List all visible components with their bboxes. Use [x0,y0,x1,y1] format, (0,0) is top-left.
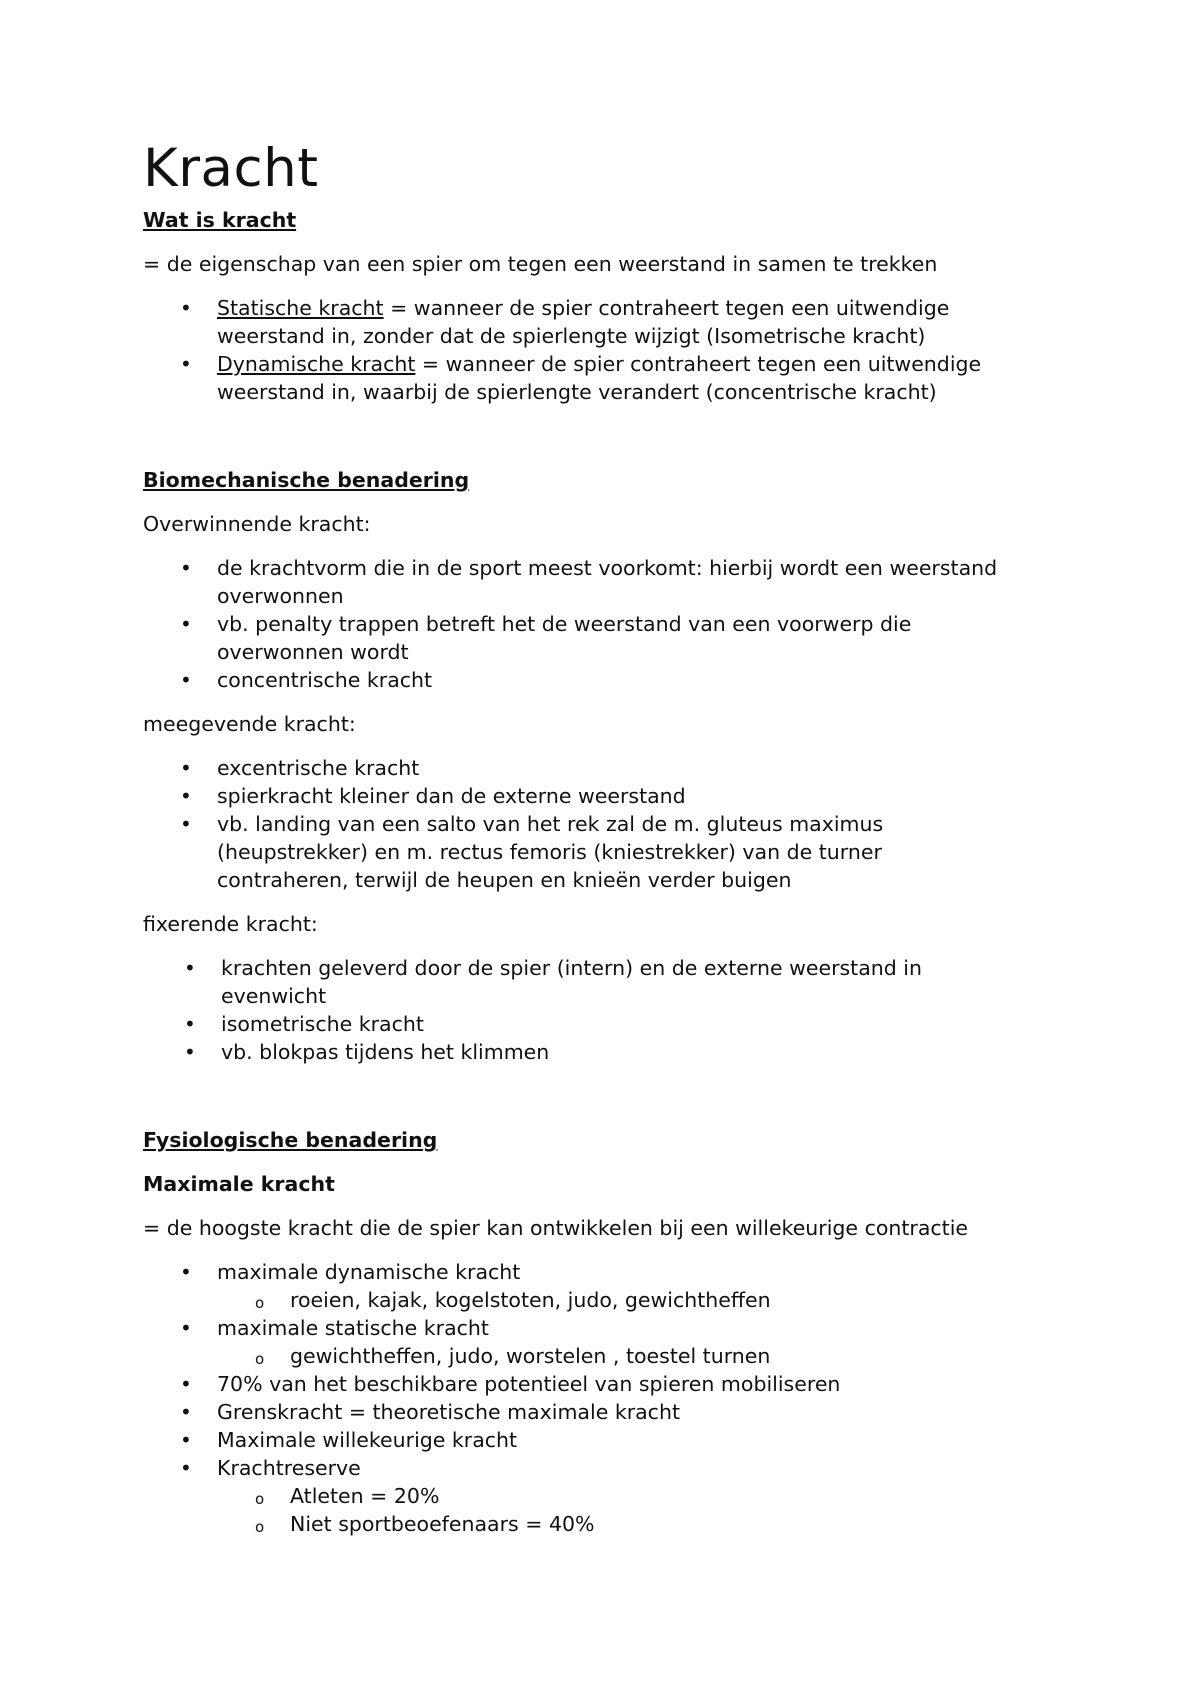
definition-kracht: = de eigenschap van een spier om tegen een weerstand in samen te trekken [143,252,938,276]
list-item [143,1258,1000,1286]
group-label-overwinnende: Overwinnende kracht: [143,512,371,536]
sub-list-item [143,1342,1000,1370]
fixerende-list [143,954,1000,1066]
bullet-icon: • [180,756,192,780]
subheading-maximale-kracht: Maximale kracht [143,1172,335,1196]
list-item-text: maximale statische kracht [217,1316,489,1340]
sub-list-item [143,1482,1000,1510]
circle-bullet-icon: o [255,1350,265,1368]
sub-list [143,1482,1000,1538]
group-label-fixerende: fixerende kracht: [143,912,318,936]
bullet-icon: • [180,812,192,836]
list-item [143,1314,1000,1342]
maximale-kracht-list [143,1370,1000,1482]
sub-list-item-text: Atleten = 20% [290,1484,440,1508]
section-heading-biomechanische-benadering: Biomechanische benadering [143,468,470,492]
section-heading-wat-is-kracht: Wat is kracht [143,208,297,232]
sub-list-item [143,1510,1000,1538]
list-item-text: isometrische kracht [221,1012,424,1036]
list-item [143,810,1000,894]
circle-bullet-icon: o [255,1294,265,1312]
list-item-text: vb. blokpas tijdens het klimmen [221,1040,550,1064]
bullet-icon: • [180,668,192,692]
page-title: Kracht [143,138,319,199]
list-item-text: krachten geleverd door de spier (intern) en de externe weerstand in evenwicht [221,956,922,1008]
list-item [143,754,1000,782]
circle-bullet-icon: o [255,1518,265,1536]
bullet-icon: • [184,1012,196,1036]
list-item-text: maximale dynamische kracht [217,1260,521,1284]
list-item [143,350,1000,406]
list-item [143,554,1000,610]
bullet-icon: • [184,1040,196,1064]
meegevende-list [143,754,1000,894]
list-item-text: vb. penalty trappen betreft het de weerstand van een voorwerp die overwonnen wordt [217,612,912,664]
list-item-text: Krachtreserve [217,1456,361,1480]
bullet-icon: • [180,1400,192,1424]
sub-list [143,1342,1000,1370]
list-item-text: = wanneer de spier contraheert tegen een uitwendige weerstand in, waarbij de spierlengte verandert (concentrische kracht) [217,352,982,404]
sub-list-item-text: Niet sportbeoefenaars = 40% [290,1512,595,1536]
bullet-icon: • [180,612,192,636]
list-item-text: Maximale willekeurige kracht [217,1428,518,1452]
section-heading-fysiologische-benadering: Fysiologische benadering [143,1128,438,1152]
bullet-icon: • [180,1456,192,1480]
list-item [143,1010,1000,1038]
list-item [143,1370,1000,1398]
list-item [143,954,1000,1010]
list-item [143,782,1000,810]
definition-maximale-kracht: = de hoogste kracht die de spier kan ontwikkelen bij een willekeurige contractie [143,1216,969,1240]
list-item [143,1426,1000,1454]
bullet-icon: • [180,1428,192,1452]
list-item-text: concentrische kracht [217,668,433,692]
circle-bullet-icon: o [255,1490,265,1508]
list-item-text: 70% van het beschikbare potentieel van spieren mobiliseren [217,1372,841,1396]
list-item [143,610,1000,666]
bullet-icon: • [180,352,192,376]
bullet-icon: • [184,956,196,980]
term-dynamische-kracht: Dynamische kracht [217,352,416,376]
bullet-icon: • [180,1260,192,1284]
bullet-icon: • [180,556,192,580]
list-item [143,294,1000,350]
sub-list-item-text: roeien, kajak, kogelstoten, judo, gewichtheffen [290,1288,771,1312]
list-item-text: spierkracht kleiner dan de externe weerstand [217,784,686,808]
list-item-text: vb. landing van een salto van het rek zal de m. gluteus maximus (heupstrekker) en m. rectus femoris (kniestrekker) van de turner contraheren, terwijl de heupen en knieën verder buigen [217,812,884,892]
maximale-kracht-list [143,1314,1000,1342]
overwinnende-list [143,554,1000,694]
bullet-icon: • [180,784,192,808]
group-label-meegevende: meegevende kracht: [143,712,356,736]
list-item [143,1038,1000,1066]
list-item [143,1454,1000,1482]
list-item [143,1398,1000,1426]
list-item-text: excentrische kracht [217,756,420,780]
sub-list [143,1286,1000,1314]
list-item-text: de krachtvorm die in de sport meest voorkomt: hierbij wordt een weerstand overwonnen [217,556,998,608]
bullet-icon: • [180,1372,192,1396]
list-item [143,666,1000,694]
term-statische-kracht: Statische kracht [217,296,384,320]
bullet-icon: • [180,296,192,320]
sub-list-item-text: gewichtheffen, judo, worstelen , toestel turnen [290,1344,771,1368]
sub-list-item [143,1286,1000,1314]
list-item-text: Grenskracht = theoretische maximale kracht [217,1400,680,1424]
kracht-types-list [143,294,1000,406]
maximale-kracht-list [143,1258,1000,1286]
list-item-text: = wanneer de spier contraheert tegen een uitwendige weerstand in, zonder dat de spierlengte wijzigt (Isometrische kracht) [217,296,950,348]
bullet-icon: • [180,1316,192,1340]
